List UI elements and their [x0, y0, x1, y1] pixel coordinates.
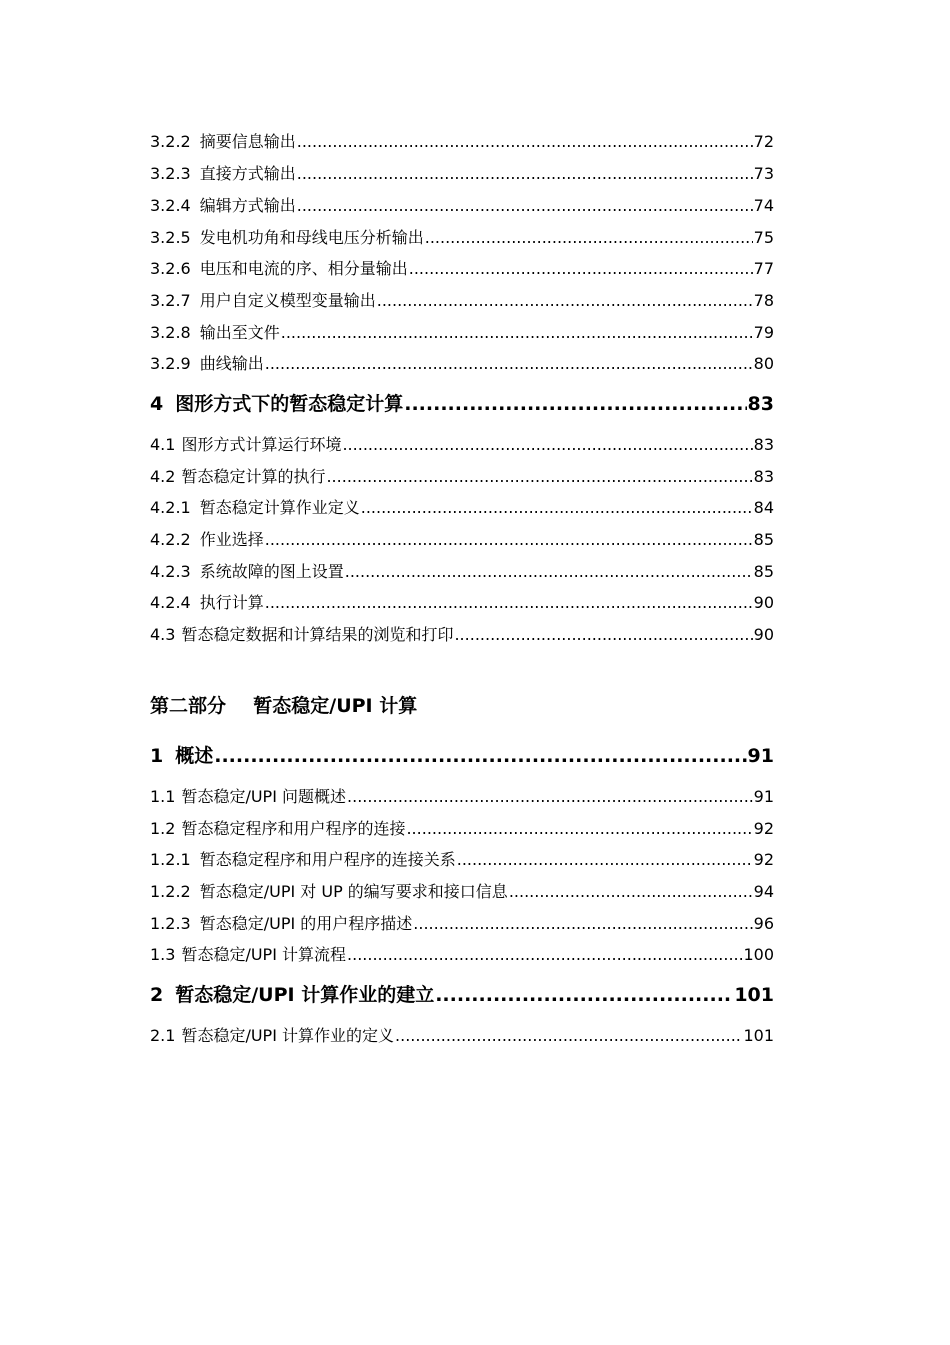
toc-chapter-entry[interactable]	[150, 742, 774, 770]
toc-entry-page: 73	[753, 164, 774, 183]
toc-entry-page: 90	[753, 593, 774, 612]
toc-entry-page: 96	[753, 914, 774, 933]
toc-entry-page: 80	[753, 354, 774, 373]
toc-entry-title: 暂态稳定/UPI 计算作业的定义	[181, 1026, 395, 1045]
toc-entry-page: 83	[753, 467, 774, 486]
toc-leader-dots	[425, 227, 753, 249]
toc-entry-page: 94	[753, 882, 774, 901]
toc-leader-dots	[406, 818, 752, 840]
toc-leader-dots	[297, 163, 753, 185]
toc-entry[interactable]	[150, 529, 774, 551]
toc-leader-dots	[435, 981, 733, 1009]
toc-entry-title: 暂态稳定数据和计算结果的浏览和打印	[181, 625, 454, 644]
toc-leader-dots	[413, 913, 752, 935]
toc-entry[interactable]	[150, 849, 774, 871]
toc-leader-dots	[297, 195, 753, 217]
toc-entry-number: 3.2.6	[150, 259, 191, 278]
toc-entry-page: 83	[747, 393, 774, 415]
toc-entry-title: 暂态稳定计算作业定义	[199, 498, 360, 517]
toc-entry-number: 1.2.2	[150, 882, 191, 901]
toc-entry-number: 4.2.4	[150, 593, 191, 612]
toc-entry-title: 用户自定义模型变量输出	[199, 291, 376, 310]
toc-leader-dots	[404, 390, 746, 418]
toc-entry[interactable]	[150, 913, 774, 935]
toc-entry-number: 1	[150, 745, 164, 767]
toc-entry-page: 85	[753, 562, 774, 581]
toc-entry-number: 3.2.3	[150, 164, 191, 183]
toc-entry-title: 图形方式下的暂态稳定计算	[175, 393, 404, 415]
toc-entry-title: 摘要信息输出	[199, 132, 296, 151]
toc-leader-dots	[347, 786, 753, 808]
toc-entry[interactable]	[150, 290, 774, 312]
toc-leader-dots	[214, 742, 746, 770]
toc-entry-page: 78	[753, 291, 774, 310]
toc-entry[interactable]	[150, 592, 774, 614]
toc-entry-number: 4.2.2	[150, 530, 191, 549]
toc-entry-title: 暂态稳定计算的执行	[181, 467, 326, 486]
toc-entry-number: 4.3	[150, 625, 176, 644]
toc-entry[interactable]	[150, 561, 774, 583]
toc-entry-page: 91	[747, 745, 774, 767]
toc-entry-number: 4.1	[150, 435, 176, 454]
toc-entry-number: 3.2.2	[150, 132, 191, 151]
toc-entry-title: 编辑方式输出	[199, 196, 296, 215]
toc-entry[interactable]	[150, 163, 774, 185]
toc-leader-dots	[409, 258, 753, 280]
toc-entry-number: 1.3	[150, 945, 176, 964]
toc-page	[150, 0, 774, 1345]
toc-leader-dots	[457, 849, 753, 871]
toc-entry-page: 83	[753, 435, 774, 454]
toc-leader-dots	[347, 944, 742, 966]
toc-entry[interactable]	[150, 624, 774, 646]
part-heading	[150, 692, 417, 720]
toc-entry-number: 3.2.8	[150, 323, 191, 342]
toc-leader-dots	[326, 466, 752, 488]
toc-entry-page: 92	[753, 850, 774, 869]
toc-leader-dots	[297, 131, 753, 153]
toc-entry[interactable]	[150, 786, 774, 808]
toc-entry-title: 暂态稳定/UPI 对 UP 的编写要求和接口信息	[199, 882, 508, 901]
toc-entry-title: 暂态稳定/UPI 问题概述	[181, 787, 347, 806]
toc-entry-title: 执行计算	[199, 593, 264, 612]
toc-leader-dots	[281, 322, 753, 344]
toc-entry-page: 75	[753, 228, 774, 247]
toc-entry-number: 2	[150, 984, 164, 1006]
toc-entry[interactable]	[150, 1025, 774, 1047]
toc-entry-number: 2.1	[150, 1026, 176, 1045]
toc-entry-title: 暂态稳定程序和用户程序的连接	[181, 819, 406, 838]
toc-entry-title: 暂态稳定/UPI 的用户程序描述	[199, 914, 413, 933]
toc-chapter-entry[interactable]	[150, 390, 774, 418]
toc-entry-title: 暂态稳定/UPI 计算作业的建立	[175, 984, 435, 1006]
toc-entry-number: 4.2	[150, 467, 176, 486]
toc-entry-page: 101	[734, 984, 774, 1006]
toc-entry-page: 100	[743, 945, 774, 964]
toc-entry[interactable]	[150, 227, 774, 249]
toc-entry[interactable]	[150, 131, 774, 153]
toc-leader-dots	[265, 529, 753, 551]
toc-leader-dots	[377, 290, 753, 312]
toc-entry-title: 图形方式计算运行环境	[181, 435, 342, 454]
part-label: 第二部分	[150, 695, 227, 717]
toc-entry-number: 3.2.7	[150, 291, 191, 310]
toc-leader-dots	[454, 624, 752, 646]
toc-entry-page: 79	[753, 323, 774, 342]
toc-leader-dots	[345, 561, 753, 583]
toc-entry[interactable]	[150, 944, 774, 966]
toc-entry-page: 90	[753, 625, 774, 644]
toc-entry-title: 直接方式输出	[199, 164, 296, 183]
toc-leader-dots	[265, 353, 753, 375]
toc-entry-number: 4.2.3	[150, 562, 191, 581]
toc-entry[interactable]	[150, 466, 774, 488]
toc-entry-page: 92	[753, 819, 774, 838]
toc-entry-page: 101	[743, 1026, 774, 1045]
part-title: 暂态稳定/UPI 计算	[253, 695, 418, 717]
toc-entry-page: 85	[753, 530, 774, 549]
toc-entry[interactable]	[150, 434, 774, 456]
toc-entry-title: 电压和电流的序、相分量输出	[199, 259, 408, 278]
toc-entry-number: 3.2.4	[150, 196, 191, 215]
toc-entry-page: 84	[753, 498, 774, 517]
toc-leader-dots	[361, 497, 753, 519]
toc-entry-number: 4	[150, 393, 164, 415]
toc-entry-title: 系统故障的图上设置	[199, 562, 344, 581]
toc-entry[interactable]	[150, 322, 774, 344]
toc-entry[interactable]	[150, 818, 774, 840]
toc-entry[interactable]	[150, 881, 774, 903]
toc-entry-title: 概述	[175, 745, 214, 767]
toc-entry-number: 3.2.5	[150, 228, 191, 247]
toc-entry-number: 3.2.9	[150, 354, 191, 373]
toc-leader-dots	[509, 881, 753, 903]
toc-entry-page: 72	[753, 132, 774, 151]
toc-entry-number: 1.2.3	[150, 914, 191, 933]
toc-entry-page: 91	[753, 787, 774, 806]
toc-entry-title: 曲线输出	[199, 354, 264, 373]
toc-entry-number: 1.2.1	[150, 850, 191, 869]
toc-entry-number: 1.2	[150, 819, 176, 838]
toc-entry-number: 4.2.1	[150, 498, 191, 517]
toc-leader-dots	[342, 434, 752, 456]
toc-entry-title: 作业选择	[199, 530, 264, 549]
toc-leader-dots	[395, 1025, 742, 1047]
toc-entry-title: 暂态稳定程序和用户程序的连接关系	[199, 850, 456, 869]
toc-entry-page: 77	[753, 259, 774, 278]
toc-entry[interactable]	[150, 497, 774, 519]
toc-entry[interactable]	[150, 195, 774, 217]
toc-entry-title: 发电机功角和母线电压分析输出	[199, 228, 424, 247]
toc-entry[interactable]	[150, 258, 774, 280]
toc-leader-dots	[265, 592, 753, 614]
toc-entry-number: 1.1	[150, 787, 176, 806]
toc-entry-title: 暂态稳定/UPI 计算流程	[181, 945, 347, 964]
toc-entry[interactable]	[150, 353, 774, 375]
toc-entry-title: 输出至文件	[199, 323, 280, 342]
toc-entry-page: 74	[753, 196, 774, 215]
toc-chapter-entry[interactable]	[150, 981, 774, 1009]
